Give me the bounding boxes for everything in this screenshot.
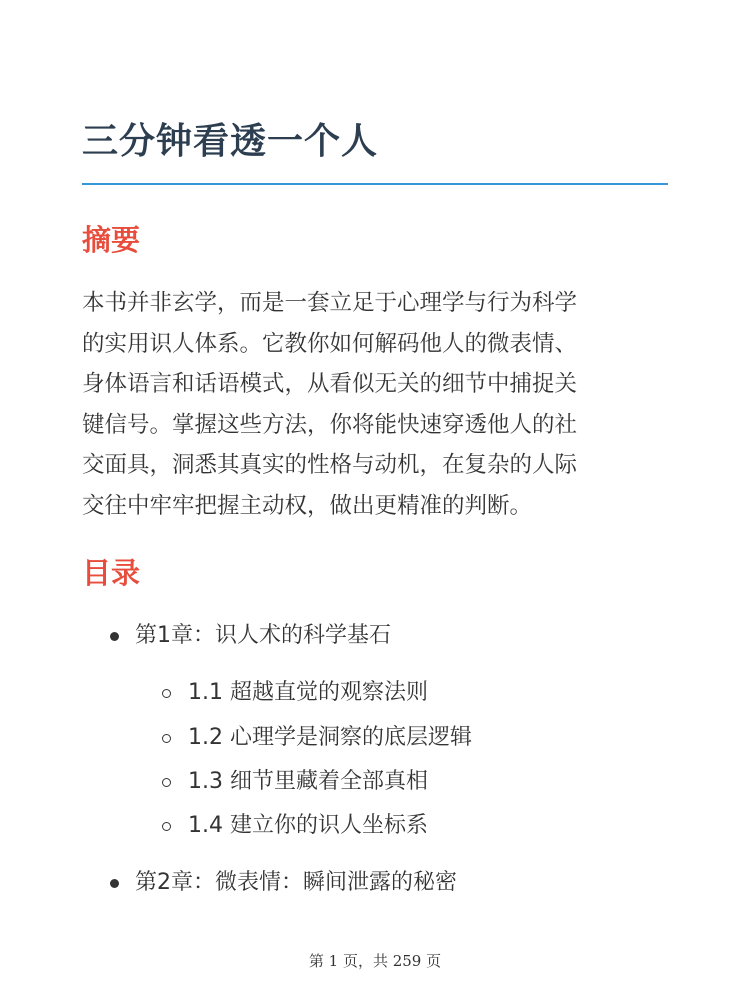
- hollow-bullet-icon: [162, 822, 171, 831]
- toc-section-1-3[interactable]: [162, 766, 428, 798]
- bullet-icon: [110, 632, 119, 641]
- toc-chapter-label: 第1章：识人术的科学基石: [135, 623, 391, 648]
- abstract-body: [82, 283, 672, 526]
- toc-section-label: 1.4 建立你的识人坐标系: [188, 813, 428, 838]
- hollow-bullet-icon: [162, 689, 171, 698]
- toc-chapter-2[interactable]: [110, 867, 457, 899]
- toc-section-label: 1.3 细节里藏着全部真相: [188, 769, 428, 794]
- abstract-line: 键信号。掌握这些方法，你将能快速穿透他人的社: [82, 411, 578, 438]
- abstract-line: 本书并非玄学，而是一套立足于心理学与行为科学: [82, 290, 578, 316]
- hollow-bullet-icon: [162, 734, 171, 743]
- bullet-icon: [110, 879, 119, 888]
- hollow-bullet-icon: [162, 778, 171, 787]
- toc-section-label: 1.1 超越直觉的观察法则: [188, 680, 428, 705]
- title-divider: [82, 183, 668, 185]
- abstract-line: 身体语言和话语模式，从看似无关的细节中捕捉关: [82, 371, 578, 397]
- toc-heading: 目录: [82, 556, 141, 590]
- toc-section-1-4[interactable]: [162, 810, 428, 842]
- toc-section-label: 1.2 心理学是洞察的底层逻辑: [188, 725, 472, 750]
- toc-section-1-1[interactable]: [162, 677, 428, 709]
- document-title: 三分钟看透一个人: [82, 121, 379, 162]
- toc-chapter-1[interactable]: [110, 620, 391, 652]
- abstract-line: 交面具，洞悉其真实的性格与动机，在复杂的人际: [82, 452, 578, 478]
- abstract-heading: 摘要: [82, 223, 141, 257]
- toc-chapter-label: 第2章：微表情：瞬间泄露的秘密: [135, 870, 457, 895]
- abstract-line: 的实用识人体系。它教你如何解码他人的微表情、: [82, 330, 578, 357]
- abstract-line: 交往中牢牢把握主动权，做出更精准的判断。: [82, 492, 533, 519]
- page-number-footer: 第 1 页，共 259 页: [308, 952, 442, 970]
- toc-section-1-2[interactable]: [162, 722, 472, 754]
